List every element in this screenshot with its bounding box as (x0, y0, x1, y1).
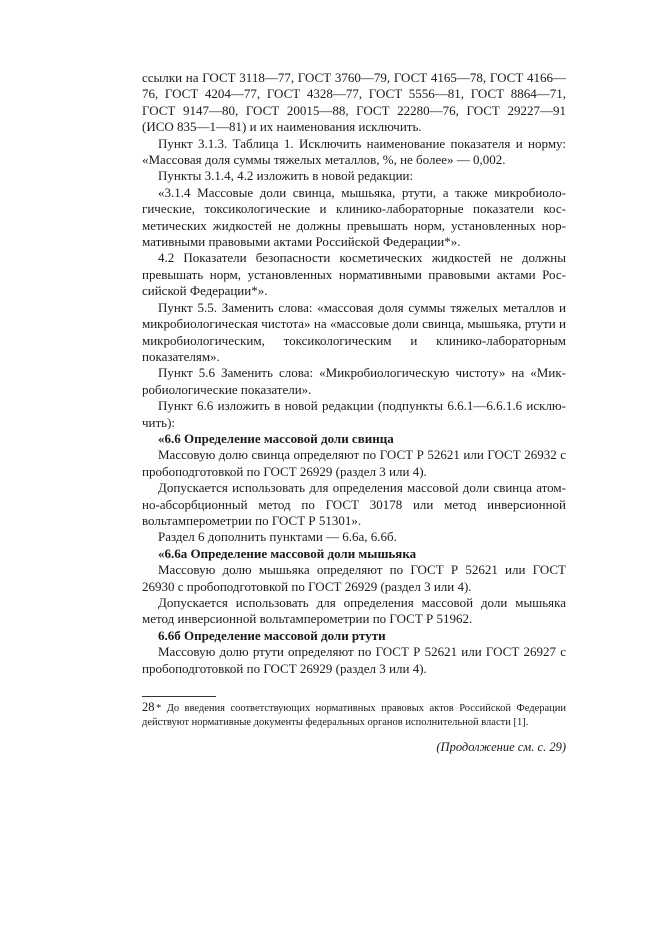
paragraph-6: Пункт 5.5. Заменить слова: «массовая доля суммы тяжелых металлов и микробиологическая чистота» на «массовые доли свинца, мышьяка, ртути и микробиологическим, токсикологическим и клинико-лабораторным показателям». (142, 299, 566, 364)
paragraph-12: Массовую долю мышьяка определяют по ГОСТ Р 52621 или ГОСТ 26930 с пробоподготовкой по ГОСТ 26929 (раздел 3 или 4). (142, 562, 566, 594)
page-number: 28 (142, 700, 155, 714)
paragraph-3: Пункты 3.1.4, 4.2 изложить в новой редакции: (158, 168, 414, 184)
page-content (142, 70, 566, 755)
section-heading-arsenic: «6.6а Определение массовой доли мышьяка (158, 545, 417, 561)
section-heading-mercury: 6.6б Определение массовой доли ртути (158, 627, 386, 643)
paragraph-13: Допускается использовать для определения массовой доли мышьяка метод инверсионной вольтамперометрии по ГОСТ Р 51962. (142, 595, 566, 627)
paragraph-9: Массовую долю свинца определяют по ГОСТ Р 52621 или ГОСТ 26932 с пробоподготовкой по ГОСТ 26929 (раздел 3 или 4). (142, 447, 566, 479)
paragraph-4: «3.1.4 Массовые доли свинца, мышьяка, ртути, а также микробиологические, токсикологические и клинико-лабораторные показатели косметических жидкостей не должны превышать норм, установленных нормативными правовыми актами Российской Федерации*». (142, 184, 566, 250)
paragraph-7: Пункт 5.6 Заменить слова: «Микробиологическую чистоту» на «Микробиологические показатели». (142, 365, 566, 397)
footnote: * До введения соответствующих нормативных правовых актов Российской Федерации действуют нормативные документы федеральных органов исполнительной власти [1]. (142, 703, 566, 729)
continuation-note: (Продолжение см. с. 29) (436, 740, 566, 755)
paragraph-11: Раздел 6 дополнить пунктами — 6.6а, 6.6б. (158, 529, 397, 545)
paragraph-5: 4.2 Показатели безопасности косметических жидкостей не должны превышать норм, установленных нормативными правовыми актами Российской Федерации*». (142, 250, 566, 299)
paragraph-2: Пункт 3.1.3. Таблица 1. Исключить наименование показателя и норму: «Массовая доля суммы тяжелых металлов, %, не более» — 0,002. (142, 135, 566, 168)
section-heading-lead: «6.6 Определение массовой доли свинца (158, 430, 394, 446)
paragraph-14: Массовую долю ртути определяют по ГОСТ Р 52621 или ГОСТ 26927 с пробоподготовкой по ГОСТ 26929 (раздел 3 или 4). (142, 644, 566, 676)
footnote-divider (142, 696, 216, 697)
paragraph-1: ссылки на ГОСТ 3118—77, ГОСТ 3760—79, ГОСТ 4165—78, ГОСТ 4166—76, ГОСТ 4204—77, ГОСТ 4328—77, ГОСТ 5556—81, ГОСТ 8864—71, ГОСТ 9147—80, ГОСТ 20015—88, ГОСТ 22280—76, ГОСТ 29227—91 (ИСО 835—1—81) и их наименования исключить. (142, 70, 566, 135)
paragraph-8: Пункт 6.6 изложить в новой редакции (подпункты 6.6.1—6.6.1.6 исключить): (142, 398, 566, 430)
paragraph-10: Допускается использовать для определения массовой доли свинца атомно-абсорбционный метод по ГОСТ 30178 или метод инверсионной вольтамперометрии по ГОСТ Р 51301». (142, 480, 566, 528)
